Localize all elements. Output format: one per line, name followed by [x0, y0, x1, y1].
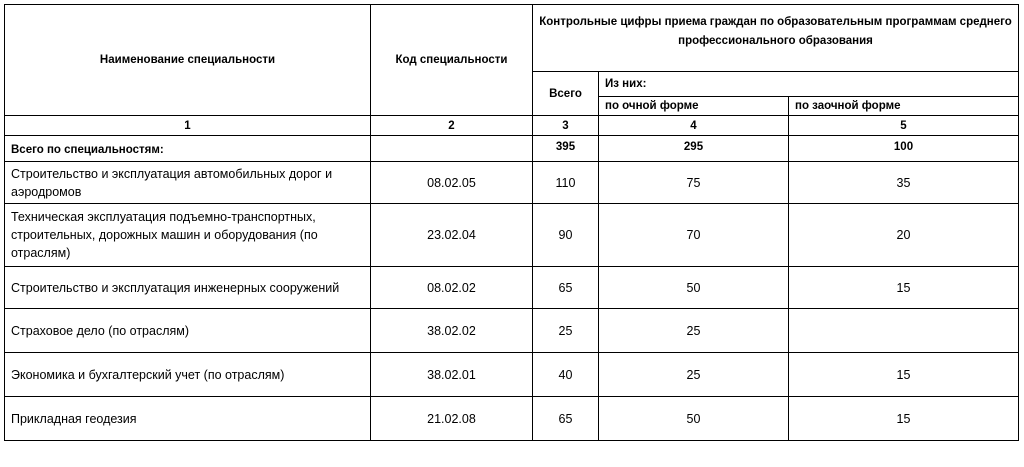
header-code-col: Код специальности	[371, 5, 533, 116]
column-number: 2	[371, 116, 533, 136]
table-row	[5, 397, 1019, 441]
specialty-code: 21.02.08	[371, 397, 533, 441]
specialty-name: Строительство и эксплуатация инженерных сооружений	[5, 267, 371, 309]
specialty-parttime: 20	[789, 204, 1019, 267]
header-name-col: Наименование специальности	[5, 5, 371, 116]
admission-table	[4, 4, 1019, 441]
specialty-total: 110	[533, 162, 599, 204]
column-number: 1	[5, 116, 371, 136]
total-row-fulltime: 295	[599, 136, 789, 162]
specialty-name: Прикладная геодезия	[5, 397, 371, 441]
header-fulltime-col: по очной форме	[599, 97, 789, 116]
specialty-total: 40	[533, 353, 599, 397]
total-row-parttime: 100	[789, 136, 1019, 162]
column-number: 3	[533, 116, 599, 136]
specialty-total: 90	[533, 204, 599, 267]
column-number: 5	[789, 116, 1019, 136]
specialty-fulltime: 25	[599, 353, 789, 397]
header-parttime-col: по заочной форме	[789, 97, 1019, 116]
specialty-code: 08.02.05	[371, 162, 533, 204]
specialty-fulltime: 70	[599, 204, 789, 267]
header-total-col: Всего	[533, 72, 599, 116]
specialty-name: Техническая эксплуатация подъемно-транспортных, строительных, дорожных машин и оборудования (по отраслям)	[5, 204, 371, 267]
table-row	[5, 353, 1019, 397]
specialty-fulltime: 50	[599, 397, 789, 441]
specialty-total: 65	[533, 267, 599, 309]
specialty-parttime: 35	[789, 162, 1019, 204]
column-number: 4	[599, 116, 789, 136]
specialty-fulltime: 25	[599, 309, 789, 353]
specialty-code: 38.02.01	[371, 353, 533, 397]
specialty-parttime: 15	[789, 397, 1019, 441]
header-control-figures: Контрольные цифры приема граждан по образовательным программам среднего профессионального образования	[533, 5, 1019, 72]
specialty-parttime: 15	[789, 267, 1019, 309]
specialty-parttime: 15	[789, 353, 1019, 397]
specialty-code: 08.02.02	[371, 267, 533, 309]
specialty-total: 25	[533, 309, 599, 353]
total-row-total: 395	[533, 136, 599, 162]
total-row-label: Всего по специальностям:	[5, 136, 371, 162]
specialty-name: Экономика и бухгалтерский учет (по отраслям)	[5, 353, 371, 397]
total-row	[5, 136, 1019, 162]
table-row	[5, 267, 1019, 309]
header-row-1	[5, 5, 1019, 72]
table-row	[5, 309, 1019, 353]
specialty-parttime	[789, 309, 1019, 353]
header-of-them: Из них:	[599, 72, 1019, 97]
table-row	[5, 162, 1019, 204]
table-row	[5, 204, 1019, 267]
column-numbers-row	[5, 116, 1019, 136]
specialty-code: 38.02.02	[371, 309, 533, 353]
specialty-total: 65	[533, 397, 599, 441]
specialty-name: Страховое дело (по отраслям)	[5, 309, 371, 353]
specialty-fulltime: 75	[599, 162, 789, 204]
admission-table-container	[4, 4, 1018, 441]
specialty-code: 23.02.04	[371, 204, 533, 267]
total-row-code	[371, 136, 533, 162]
specialty-fulltime: 50	[599, 267, 789, 309]
specialty-name: Строительство и эксплуатация автомобильных дорог и аэродромов	[5, 162, 371, 204]
